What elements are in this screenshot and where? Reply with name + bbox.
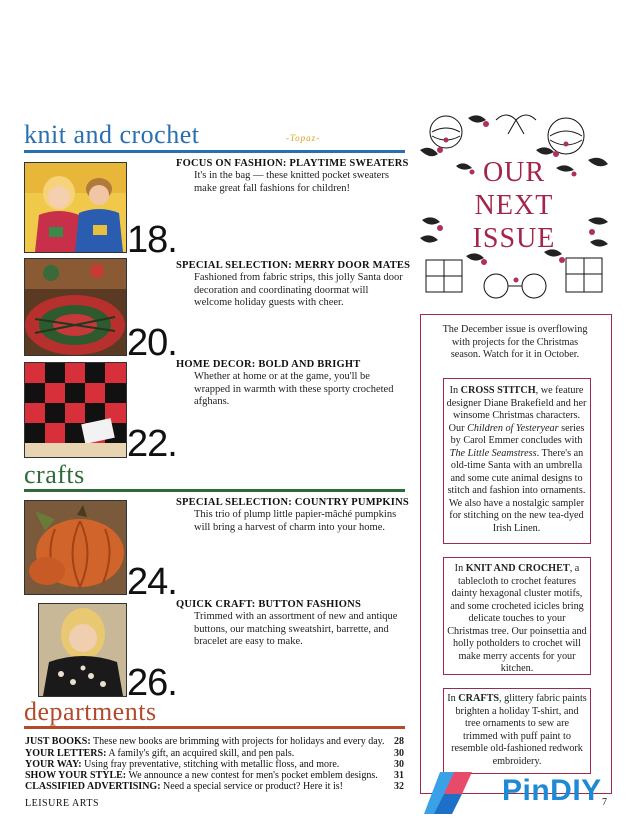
cs-label: CROSS STITCH: [460, 385, 536, 396]
our-next-issue-title: [416, 156, 612, 255]
cs-p3: . There's an old-time Santa with an umbrella and some cute animal designs to stitch and fashion into ornaments. We also have a nostalgic sampler for stitching on the new tea-dyed Irish Linen.: [447, 447, 586, 534]
page-number-footer: 7: [602, 797, 607, 808]
playtime-sweaters-image: [25, 163, 126, 252]
dept-page: 32: [394, 781, 404, 792]
dept-label: SHOW YOUR STYLE:: [25, 770, 127, 781]
departments-title: departments: [24, 697, 157, 726]
button-fashions-image: [39, 604, 126, 696]
cs-lead: In: [449, 385, 461, 396]
watermark-text: PinDIY: [502, 774, 602, 807]
item-heading: SPECIAL SELECTION: COUNTRY PUMPKINS: [176, 497, 409, 508]
crafts-title: crafts: [24, 460, 85, 489]
crafts-rule: [24, 489, 405, 492]
dept-text: These new books are brimming with projects for holidays and every day.: [93, 736, 385, 747]
item-description: This trio of plump little papier-mâché pumpkins will bring a harvest of charm into your home.: [194, 509, 397, 533]
dept-label: YOUR LETTERS:: [25, 748, 107, 759]
country-pumpkins-photo: [24, 500, 127, 595]
door-mates-image: [25, 259, 126, 355]
item-description: Trimmed with an assortment of new and antique buttons, our matching sweatshirt, barrette, and bracelet are easy to make.: [194, 611, 398, 647]
dept-text: We announce a new contest for men's pocket emblem designs.: [128, 770, 378, 781]
cr-text: , glittery fabric paints brighten a holiday T-shirt, and tree ornaments to sew are trimmed with puff paint to resemble old-fashioned redwork embroidery.: [451, 693, 587, 767]
cr-label: CRAFTS: [458, 693, 500, 704]
dept-page: 30: [394, 748, 404, 759]
cs-p2: series by Carol Emmer concludes with: [450, 422, 585, 446]
next-issue-banner: [416, 110, 612, 304]
banner-line: NEXT: [474, 190, 554, 221]
door-mates-photo: [24, 258, 127, 356]
departments-rule: [24, 726, 405, 729]
kc-label: KNIT AND CROCHET: [465, 563, 570, 574]
item-heading: HOME DECOR: BOLD AND BRIGHT: [176, 359, 361, 370]
cs-p1: , we feature designer Diane Brakefield and her winsome Christmas characters. Our: [446, 385, 587, 434]
knit-crochet-title: knit and crochet: [24, 120, 200, 149]
banner-line: ISSUE: [472, 223, 556, 254]
dept-text: Need a special service or product? Here it is!: [163, 781, 343, 792]
knit-crochet-rule: [24, 150, 405, 153]
cross-stitch-text: [446, 385, 587, 535]
dept-page: 28: [394, 736, 404, 747]
pindiy-logo-icon: [414, 766, 486, 816]
dept-text: A family's gift, an acquired skill, and pen pals.: [108, 748, 295, 759]
cr-lead: In: [447, 693, 459, 704]
page-number-26: 26.: [127, 662, 177, 704]
page-number-20: 20.: [127, 322, 177, 364]
crafts-next-text: [447, 693, 587, 768]
item-heading: QUICK CRAFT: BUTTON FASHIONS: [176, 599, 361, 610]
item-heading: SPECIAL SELECTION: MERRY DOOR MATES: [176, 260, 411, 271]
dept-page: 31: [394, 770, 404, 781]
dept-row-show-your-style: [25, 770, 378, 781]
item-heading: FOCUS ON FASHION: PLAYTIME SWEATERS: [176, 158, 409, 169]
dept-row-just-books: [25, 736, 385, 747]
bold-bright-photo: [24, 362, 127, 458]
page-number-22: 22.: [127, 423, 177, 465]
playtime-sweaters-photo: [24, 162, 127, 253]
page-number-24: 24.: [127, 561, 177, 603]
page-number-18: 18.: [127, 219, 177, 261]
banner-line: OUR: [482, 157, 546, 188]
kc-text: , a tablecloth to crochet features dainty hexagonal cluster motifs, and some crocheted icicles bring delicate touches to your Christmas tree. Our poinsettia and holly potholders to crochet will make merry accents for your kitchen.: [447, 563, 587, 674]
dept-text: Using fray preventative, stitching with metallic floss, and more.: [84, 759, 340, 770]
dept-label: YOUR WAY:: [25, 759, 82, 770]
cs-series: Children of Yesteryear: [467, 422, 559, 434]
dept-label: JUST BOOKS:: [25, 736, 91, 747]
kc-lead: In: [454, 563, 466, 574]
dept-page: 30: [394, 759, 404, 770]
dept-label: CLASSIFIED ADVERTISING:: [25, 781, 161, 792]
knit-crochet-next-text: [447, 563, 587, 676]
dept-row-your-way: [25, 759, 339, 770]
bold-bright-image: [25, 363, 126, 457]
pindiy-watermark: [414, 766, 620, 816]
publisher-footer: LEISURE ARTS: [25, 798, 100, 809]
item-description: It's in the bag — these knitted pocket sweaters make great fall fashions for children!: [194, 170, 389, 194]
item-description: Whether at home or at the game, you'll be wrapped in warmth with these sporty crocheted afghans.: [194, 371, 394, 407]
button-fashions-photo: [38, 603, 127, 697]
country-pumpkins-image: [25, 501, 126, 594]
next-issue-intro: The December issue is overflowing with projects for the Christmas season. Watch for it in October.: [442, 324, 588, 360]
topaz-label: -Topaz-: [286, 133, 321, 143]
dept-row-your-letters: [25, 748, 294, 759]
dept-row-classified: [25, 781, 343, 792]
item-description: Fashioned from fabric strips, this jolly Santa door decoration and coordinating doormat will welcome holiday guests with cheer.: [194, 272, 403, 308]
cs-title: The Little Seamstress: [449, 447, 537, 459]
